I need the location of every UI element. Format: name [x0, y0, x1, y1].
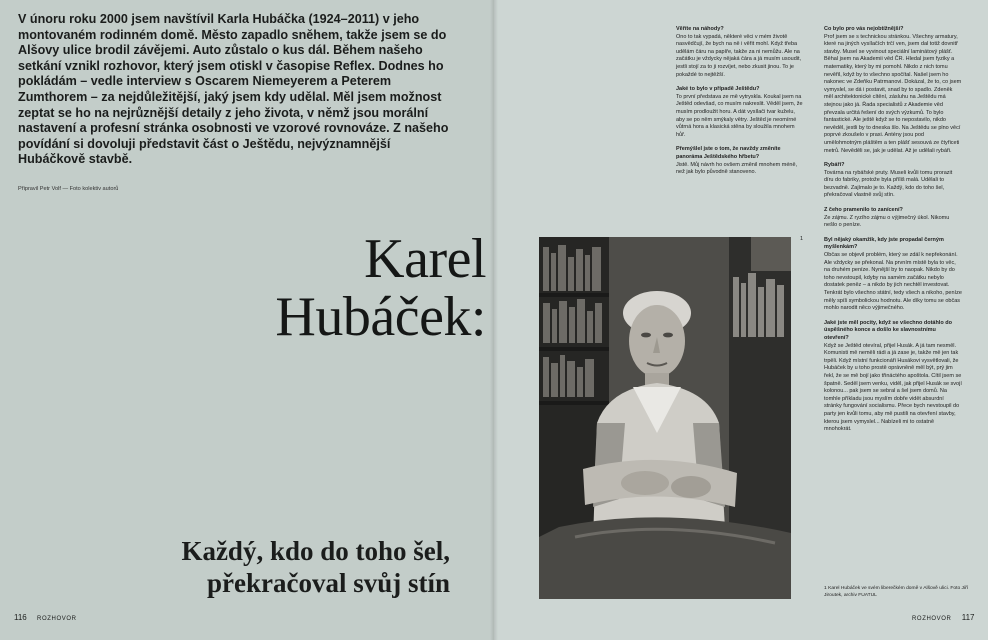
title-line-2: Hubáček: [275, 286, 486, 348]
answer: Ze zájmu. Z ryzího zájmu o výjimečný úkol. Nikomu nešlo o peníze. [824, 214, 950, 229]
question: Rybáři? [824, 162, 845, 169]
qa-block [824, 237, 962, 313]
right-folio [912, 613, 975, 622]
article-title [186, 230, 486, 346]
answer: Občas se objevil problém, který se zdál k nepřekonání. Ale vždycky se překonal. Na prvním místě byla to věc, na druhém peníze. Nynější by to naopak. Nikdo by do toho nevstoupil, kdyby na samém začátku nebylo dostatek peněz – a nikdo by jich nechtěl investovat. Tenkrát bylo všechno státní, tedy všech a nikoho, peníze měly spíš symbolickou hodnotu. Ale díky tomu se občas mohlo narodit něco výjimečného. [824, 252, 962, 312]
question: Byl nějaký okamžik, kdy jste propadal černým myšlenkám? [824, 236, 944, 251]
answer: Když se Ještěd otevíral, přijel Husák. A já tam nesměl. Komunisti mě neměli rádi a já zase je, takže mě jen tak trpěli. Když místní funkcionáři Husákovi vysvětlovali, že Hubáček by u toho prostě oprávněně měl být, prý jim řekl, že se mě bojí jako třináctého apoštola. Cítil jsem se špatně. Seděl jsem venku, viděl, jak přijel Husák se svojí kolonou... pak jsem se sebral a šel jsem domů. Na tomhle příkladu jsou myslím dobře vidět absurdní stránky fungování socialismu. Přece bych nevstoupil do party jen kvůli tomu, aby mě pustili na otevření stavby, kterou jsem vymyslel... Nabízeli mi to ostatně mnohokrát. [824, 342, 962, 433]
left-folio [14, 613, 77, 622]
photo-number: 1 [800, 236, 804, 242]
question: Z čeho pramenilo to zanícení? [824, 207, 903, 214]
qa-block [676, 86, 804, 139]
author-credit: Připravil Petr Volf — Foto kolektiv autorů [18, 186, 119, 192]
qa-block [824, 162, 962, 200]
subtitle-line-1: Každý, kdo do toho šel, [181, 536, 450, 566]
right-section-label: ROZHOVOR [912, 616, 952, 622]
interview-column-2 [824, 26, 962, 441]
question: Co bylo pro vás nejobtížnější? [824, 26, 904, 32]
right-page [494, 0, 988, 640]
question: Jaké to bylo v případě Ještědu? [676, 86, 760, 93]
answer: Jistě. Můj návrh ho ovšem změnil mnohem méně, než jak bylo původně stanoveno. [676, 161, 798, 176]
qa-block [824, 207, 962, 230]
question: Věříte na náhody? [676, 26, 724, 32]
answer: To první představa ze mě vytryskla. Koukal jsem na Ještěd odevšad, co musím nakreslit. Věděl jsem, že musím prodloužit horu. A dát vysílači tvar kuželu, aby se po něm smýkaly větry. Ještěd je neomírné vůtrná hora a klasická stěna by sloužila mnohem hůř. [676, 93, 803, 138]
question: Přemýšlel jste o tom, že navždy změníte panoráma Ještědského hřbetu? [676, 146, 781, 160]
question: Jaké jste měl pocity, když se všechno dotáhlo do úspěšného konce a došlo ke slavnostnímu otevření? [824, 319, 952, 341]
left-section-label: ROZHOVOR [37, 616, 77, 622]
answer: Prof jsem se s technickou stránkou. Všechny armatury, které na jiných vysílačích trčí ven, jsem dal totiž dovnitř stavby. Musel se vyvinout speciální laminátový plášť. Běhal jsem na Akademii věd ČR. Hledal jsem fyziky a matematiky, který by mi pomohl. Nikdo z nich tomu nevěřil, když by to všechno spočítal. Našel jsem ho nakonec ve Zdeňku Patrmanovi. Dokázal, že to, co jsem vymyslel, se dá i postavit, snad by to spadlo. Zdeněk měl architektonické cítění, zásluhu na Ještědu má stejnou jako já. Řada specialistů z Akademie věd převzala určitá řešení do svých výzkumů. To bylo fantastické. Ale ještě když se to nepostavilo, nikdo nevěděl, jestli by to dneska šlo. Na Ještědu se plno věcí poprvé zkoušelo v praxi. Antény jsou pod umělohmotným pláštěm a ten plášť sesouvá ze čtyřiceti metrů. Nevěděli se, jak je udělat. Až je udělali rybáři. [824, 33, 962, 154]
subtitle-line-2: překračoval svůj stín [207, 568, 450, 598]
answer: Ono to tak vypadá, některé věci v mém životě nasvědčují, že bych na ně i věřit mohl. Když třeba udělám čáru na papíře, takže za ni nemůžu. Ale na začátku je vždycky nějaká čára a já musím usoudit, jestli stojí za to ji rozvíjet, nebo zkusit jinou. To je pokaždé to nejtěžší. [676, 33, 802, 78]
portrait-photo [539, 237, 791, 599]
qa-block [676, 26, 804, 79]
qa-block [676, 146, 804, 176]
page-gutter [490, 0, 498, 640]
left-page-number: 116 [14, 613, 27, 622]
qa-block [824, 26, 962, 155]
title-line-1: Karel [364, 228, 486, 290]
article-subtitle [110, 535, 450, 599]
right-page-number: 117 [961, 613, 975, 622]
intro-paragraph: V únoru roku 2000 jsem navštívil Karla Hubáčka (1924–2011) v jeho montovaném rodinném domě. Město zapadlo sněhem, takže jsem se do Alšovy ulice brodil závějemi. Auto zůstalo o kus dál. Během našeho setkání vznikl rozhovor, který jsem otiskl v časopise Reflex. Dodnes ho pokládám – vedle interview s Oscarem Niemeyerem a Peterem Zumthorem – za nejdůležitější, jaký jsem kdy udělal. Měl jsem možnost zeptat se ho na nejrůznější detaily z jeho života, v němž jsou morální nastavení a profesní stránka osobnosti ve vzorové rovnováze. Z našeho povídání si dovoluji představit část o Ještědu, nejvýznamnější Hubáčkově stavbě. [18, 12, 449, 167]
photo-caption: 1 Karel Hubáček ve svém liberečkém domě v Alšově ulici. Foto Jiří Jiroutek, archiv FUATUL [824, 586, 969, 598]
qa-block [824, 320, 962, 434]
portrait-illustration [539, 237, 791, 599]
interview-column-1 [676, 26, 804, 184]
answer: Továrna na rybářské pruty. Museli kvůli tomu prorazit díru do fabriky, protože byla příliš malá. Udělali to bezvadně. Zajímalo je to. Každý, kdo do toho šel, překračoval vlastně svůj stín. [824, 169, 953, 199]
